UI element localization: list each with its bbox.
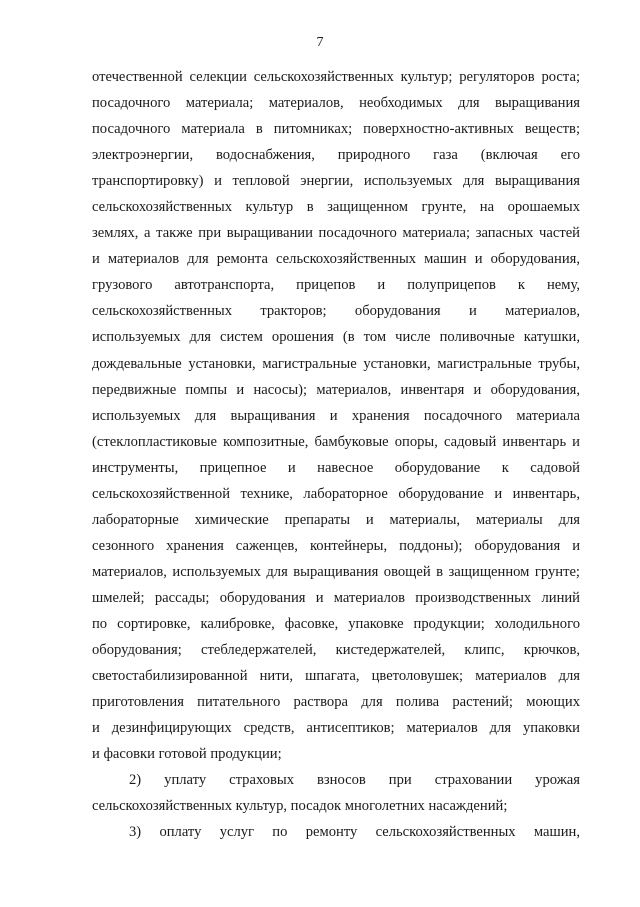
text-line: материалов, используемых для выращивания овощей в защищенном грунте;: [92, 563, 580, 580]
list-item-3: 3) оплату услуг по ремонту сельскохозяйственных машин,: [129, 824, 580, 841]
text-line: лабораторные химические препараты и материалы, материалы для: [92, 511, 580, 528]
text-line: посадочного материала; материалов, необходимых для выращивания: [92, 95, 580, 112]
text-line: сельскохозяйственных культур в защищенном грунте, на орошаемых: [92, 199, 580, 216]
text-line: используемых для выращивания и хранения посадочного материала: [92, 407, 580, 424]
text-line: и фасовки готовой продукции;: [92, 746, 282, 763]
text-line: сельскохозяйственной технике, лабораторное оборудование и инвентарь,: [92, 485, 580, 502]
text-line: и дезинфицирующих средств, антисептиков; материалов для упаковки: [92, 720, 580, 737]
list-item-2: 2) уплату страховых взносов при страховании урожая: [129, 772, 580, 789]
text-line: светостабилизированной нити, шпагата, цветоловушек; материалов для: [92, 668, 580, 685]
body-text: [92, 64, 580, 845]
text-line: передвижные помпы и насосы); материалов, инвентаря и оборудования,: [92, 381, 580, 398]
text-line: оборудования; стебледержателей, кистедержателей, клипс, крючков,: [92, 642, 580, 659]
text-line: отечественной селекции сельскохозяйственных культур; регуляторов роста;: [92, 69, 580, 85]
text-line: электроэнергии, водоснабжения, природного газа (включая его: [92, 147, 580, 164]
text-line: сезонного хранения саженцев, контейнеры, поддоны); оборудования и: [92, 537, 580, 554]
page-number: 7: [316, 35, 324, 50]
text-line: шмелей; рассады; оборудования и материалов производственных линий: [92, 589, 580, 606]
text-line: инструменты, прицепное и навесное оборудование к садовой: [92, 459, 580, 476]
text-line: по сортировке, калибровке, фасовке, упаковке продукции; холодильного: [92, 615, 580, 632]
text-line: землях, а также при выращивании посадочного материала; запасных частей: [92, 225, 580, 242]
text-line: посадочного материала в питомниках; поверхностно-активных веществ;: [92, 121, 580, 138]
text-line: сельскохозяйственных тракторов; оборудования и материалов,: [92, 303, 580, 320]
text-line: используемых для систем орошения (в том числе поливочные катушки,: [92, 329, 580, 346]
text-line: транспортировку) и тепловой энергии, используемых для выращивания: [92, 173, 580, 190]
text-line: приготовления питательного раствора для полива растений; моющих: [92, 694, 580, 711]
text-line: дождевальные установки, магистральные установки, магистральные трубы,: [92, 355, 580, 372]
text-line: (стеклопластиковые композитные, бамбуковые опоры, садовый инвентарь и: [92, 433, 580, 450]
text-line: сельскохозяйственных культур, посадок многолетних насаждений;: [92, 798, 508, 815]
text-line: грузового автотранспорта, прицепов и полуприцепов к нему,: [92, 277, 580, 294]
text-line: и материалов для ремонта сельскохозяйственных машин и оборудования,: [92, 251, 580, 268]
